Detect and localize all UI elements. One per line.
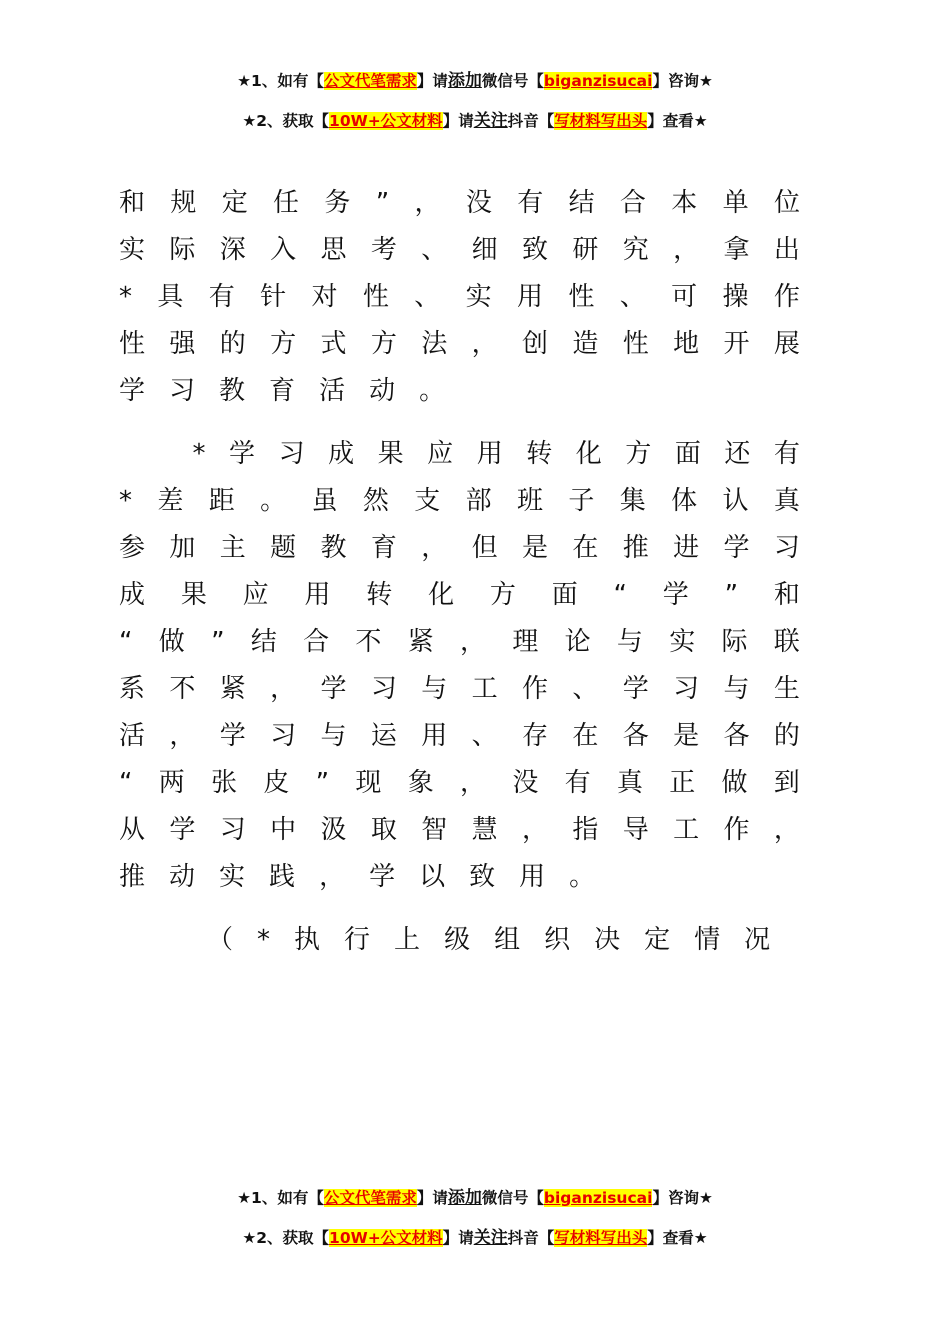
footer-line-2-action: 关注 [473,1228,508,1248]
footer-line-1-suffix: 】咨询★ [652,1189,713,1207]
header-line-2-suffix: 】查看★ [647,112,708,130]
text-line: 参 加 主 题 教 育 ， 但 是 在 推 进 学 习 [119,533,800,563]
header-line-1-action: 添加 [447,71,482,91]
text-line: 学 习 教 育 活 动 。 [119,376,446,406]
footer-line-2-text-2: 抖音【 [507,1229,555,1247]
document-body [119,180,800,964]
text-line: * 具 有 针 对 性 、 实 用 性 、 可 操 作 [119,282,800,312]
text-line: 性 强 的 方 式 方 法 ， 创 造 性 地 开 展 [119,329,800,359]
header-line-2-prefix: ★2、获取【 [242,112,330,130]
footer-line-1-action: 添加 [447,1188,482,1208]
footer-line-1-prefix: ★1、如有【 [237,1189,324,1207]
header-line-1 [0,68,950,108]
text-line: 推 动 实 践 ， 学 以 致 用 。 [119,862,596,892]
header-line-2 [0,108,950,148]
header-line-2-text: 】请 [442,112,474,130]
footer-line-1 [0,1185,950,1225]
text-line: “ 两 张 皮 ” 现 象 ， 没 有 真 正 做 到 [119,768,800,798]
text-line: 系 不 紧 ， 学 习 与 工 作 、 学 习 与 生 [119,674,800,704]
paragraph-3 [119,917,800,964]
text-line: * 差 距 。 虽 然 支 部 班 子 集 体 认 真 [119,486,800,516]
footer-line-1-text: 】请 [416,1189,448,1207]
text-line: （ * 执 行 上 级 组 织 决 定 情 况 [207,925,771,955]
footer-line-2-prefix: ★2、获取【 [242,1229,330,1247]
footer-line-2-douyin-id: 写材料写出头 [554,1229,648,1247]
footer-line-2-highlight: 10W+公文材料 [329,1229,443,1247]
header-line-2-douyin-id: 写材料写出头 [554,112,648,130]
text-line: 成 果 应 用 转 化 方 面 “ 学 ” 和 [119,580,800,610]
header-line-1-suffix: 】咨询★ [652,72,713,90]
header-banner [0,68,950,148]
footer-line-2-text: 】请 [442,1229,474,1247]
header-line-1-text-2: 微信号【 [481,72,544,90]
footer-line-1-wechat-id: biganzisucai [543,1189,653,1207]
header-line-1-highlight: 公文代笔需求 [323,72,417,90]
header-line-1-wechat-id: biganzisucai [543,72,653,90]
text-line: 实 际 深 入 思 考 、 细 致 研 究 ， 拿 出 [119,235,800,265]
header-line-1-prefix: ★1、如有【 [237,72,324,90]
text-line: * 学 习 成 果 应 用 转 化 方 面 还 有 [192,439,800,469]
footer-line-1-highlight: 公文代笔需求 [323,1189,417,1207]
header-line-2-text-2: 抖音【 [507,112,555,130]
footer-banner [0,1185,950,1265]
text-line: 和 规 定 任 务 ” ， 没 有 结 合 本 单 位 [119,188,800,218]
header-line-1-text: 】请 [416,72,448,90]
text-line: 从 学 习 中 汲 取 智 慧 ， 指 导 工 作 ， [119,815,800,845]
header-line-2-action: 关注 [473,111,508,131]
paragraph-1 [119,180,800,415]
footer-line-2-suffix: 】查看★ [647,1229,708,1247]
text-line: 活 ， 学 习 与 运 用 、 存 在 各 是 各 的 [119,721,800,751]
text-line: “ 做 ” 结 合 不 紧 ， 理 论 与 实 际 联 [119,627,800,657]
paragraph-2 [119,431,800,901]
header-line-2-highlight: 10W+公文材料 [329,112,443,130]
footer-line-1-text-2: 微信号【 [481,1189,544,1207]
footer-line-2 [0,1225,950,1265]
